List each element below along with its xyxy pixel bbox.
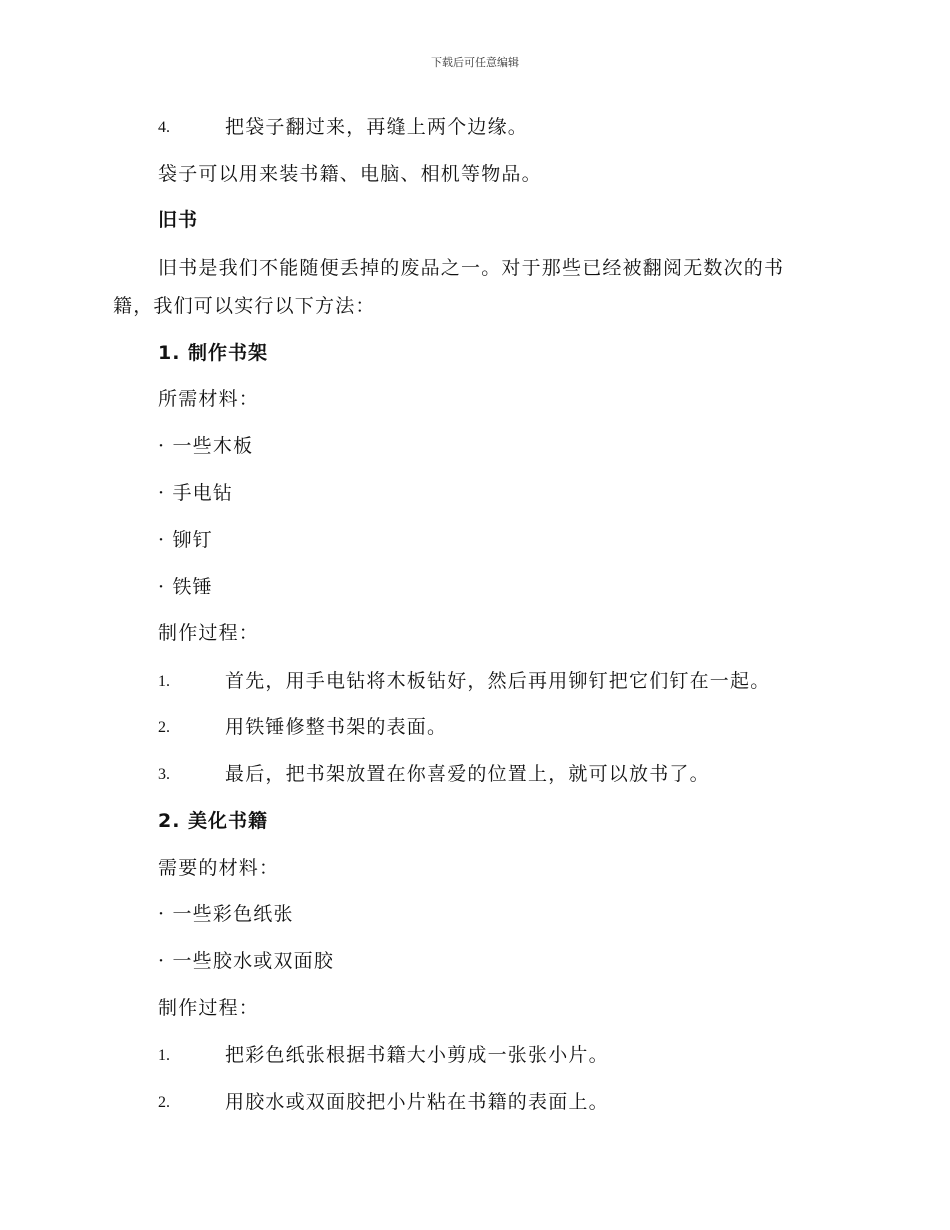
list-number: 4. [158, 119, 170, 136]
list-item-text: 最后，把书架放置在你喜爱的位置上，就可以放书了。 [225, 763, 710, 785]
list-item: · 铁锤 [158, 576, 213, 598]
list-item-text: 把彩色纸张根据书籍大小剪成一张张小片。 [225, 1044, 609, 1066]
list-number: 1. [158, 673, 170, 690]
subsection-heading: 1. 制作书架 [158, 342, 269, 364]
list-item: · 手电钻 [158, 482, 234, 504]
list-item-text: 用胶水或双面胶把小片粘在书籍的表面上。 [225, 1091, 609, 1113]
list-item-text: 把袋子翻过来，再缝上两个边缘。 [225, 116, 529, 138]
paragraph-line: 旧书是我们不能随便丢掉的废品之一。对于那些已经被翻阅无数次的书 [158, 257, 785, 279]
materials-label: 所需材料： [158, 388, 260, 410]
paragraph: 袋子可以用来装书籍、电脑、相机等物品。 [158, 163, 542, 185]
list-item-text: 首先，用手电钻将木板钻好，然后再用铆钉把它们钉在一起。 [225, 670, 771, 692]
subsection-heading: 2. 美化书籍 [158, 810, 269, 832]
list-item-text: 用铁锤修整书架的表面。 [225, 716, 448, 738]
process-label: 制作过程： [158, 997, 260, 1019]
list-number: 2. [158, 1094, 170, 1111]
list-item: · 一些木板 [158, 435, 254, 457]
list-number: 3. [158, 766, 170, 783]
list-number: 1. [158, 1047, 170, 1064]
list-item: · 一些彩色纸张 [158, 903, 294, 925]
process-label: 制作过程： [158, 622, 260, 644]
list-number: 2. [158, 719, 170, 736]
list-item: · 铆钉 [158, 529, 213, 551]
paragraph-line: 籍，我们可以实行以下方法： [113, 295, 376, 317]
materials-label: 需要的材料： [158, 857, 280, 879]
page-header: 下载后可任意编辑 [431, 56, 519, 69]
list-item: · 一些胶水或双面胶 [158, 950, 335, 972]
section-heading: 旧书 [158, 209, 199, 231]
